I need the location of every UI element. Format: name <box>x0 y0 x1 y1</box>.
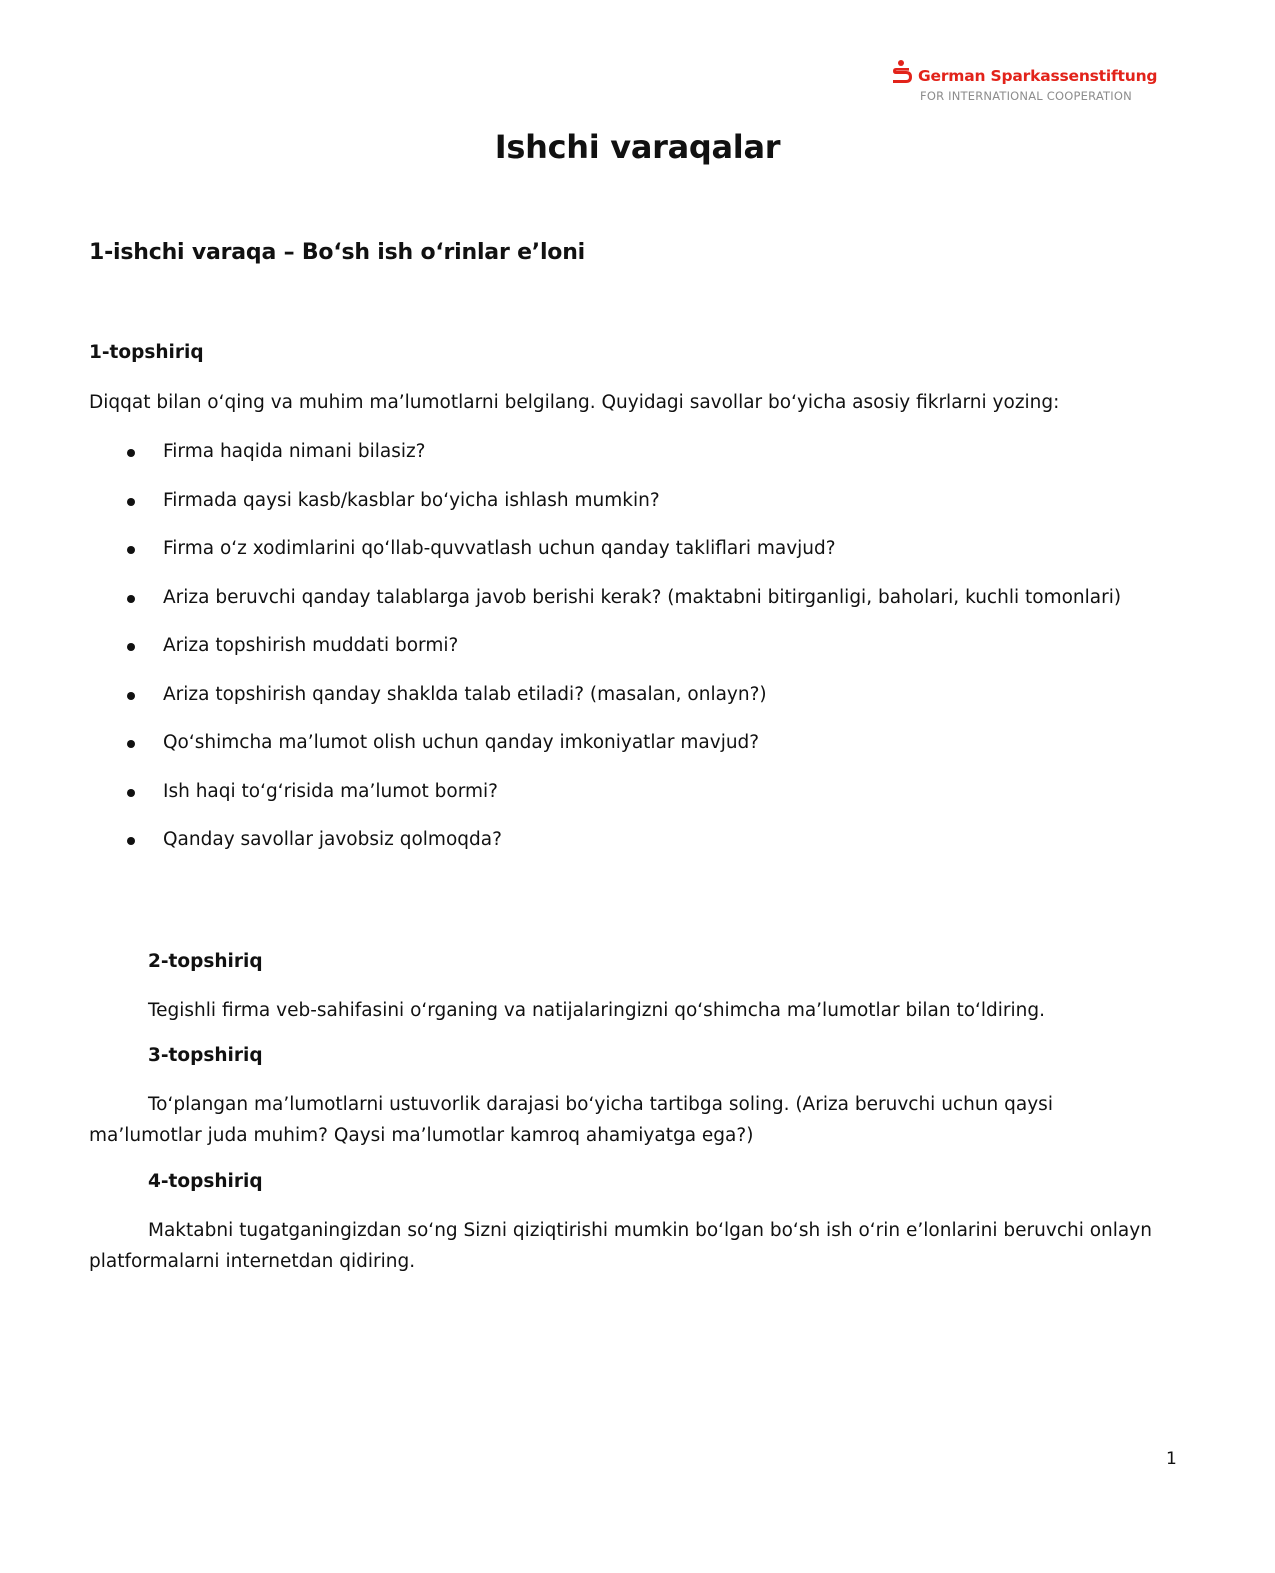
list-item <box>89 679 1149 710</box>
list-item <box>89 485 1149 516</box>
bullet-icon <box>127 837 135 845</box>
bullet-icon <box>127 692 135 700</box>
task4-text: Maktabni tugatganingizdan soʻng Sizni qiziqtirishi mumkin boʻlgan boʻsh ish oʻrin e’lonlarini beruvchi onlayn platformalarni internetdan qidiring. <box>89 1220 1152 1272</box>
list-item <box>89 630 1149 661</box>
task3-heading: 3-topshiriq <box>148 1045 263 1066</box>
bullet-icon <box>127 789 135 797</box>
logo-name: German Sparkassenstiftung <box>918 67 1158 85</box>
task1-intro: Diqqat bilan oʻqing va muhim ma’lumotlarni belgilang. Quyidagi savollar boʻyicha asosiy fikrlarni yozing: <box>89 392 1060 413</box>
task4-heading: 4-topshiriq <box>148 1171 263 1192</box>
question-text: Ariza topshirish qanday shaklda talab etiladi? (masalan, onlayn?) <box>163 683 767 705</box>
task1-heading: 1-topshiriq <box>89 342 204 363</box>
question-text: Ariza beruvchi qanday talablarga javob berishi kerak? (maktabni bitirganligi, baholari, kuchli tomonlari) <box>163 586 1122 608</box>
task2-heading: 2-topshiriq <box>148 951 263 972</box>
page-number: 1 <box>1166 1449 1177 1469</box>
list-item <box>89 582 1149 613</box>
list-item <box>89 824 1149 855</box>
question-text: Ish haqi toʻgʻrisida ma’lumot bormi? <box>163 780 498 802</box>
task1-question-list <box>89 436 1149 873</box>
list-item <box>89 436 1149 467</box>
bullet-icon <box>127 546 135 554</box>
bullet-icon <box>127 595 135 603</box>
question-text: Qoʻshimcha ma’lumot olish uchun qanday imkoniyatlar mavjud? <box>163 732 760 753</box>
list-item <box>89 727 1149 758</box>
list-item <box>89 776 1149 807</box>
document-title: Ishchi varaqalar <box>494 128 781 166</box>
section-title: 1-ishchi varaqa – Boʻsh ish oʻrinlar e’loni <box>89 240 586 265</box>
question-text: Firma oʻz xodimlarini qoʻllab-quvvatlash uchun qanday takliflari mavjud? <box>163 538 836 559</box>
task3-text: Toʻplangan ma’lumotlarni ustuvorlik darajasi boʻyicha tartibga soling. (Ariza beruvchi uchun qaysi ma’lumotlar juda muhim? Qaysi ma’lumotlar kamroq ahamiyatga ega?) <box>89 1094 1053 1146</box>
question-text: Ariza topshirish muddati bormi? <box>163 635 459 656</box>
bullet-icon <box>127 498 135 506</box>
logo-tagline: FOR INTERNATIONAL COOPERATION <box>920 89 1132 103</box>
task2-text: Tegishli firma veb-sahifasini oʻrganing va natijalaringizni qoʻshimcha ma’lumotlar bilan toʻldiring. <box>148 1000 1046 1021</box>
sparkasse-s-icon <box>890 60 912 84</box>
bullet-icon <box>127 740 135 748</box>
bullet-icon <box>127 643 135 651</box>
foundation-logo <box>890 58 1158 106</box>
bullet-icon <box>127 449 135 457</box>
list-item <box>89 533 1149 564</box>
question-text: Firmada qaysi kasb/kasblar boʻyicha ishlash mumkin? <box>163 489 660 511</box>
question-text: Qanday savollar javobsiz qolmoqda? <box>163 829 502 850</box>
question-text: Firma haqida nimani bilasiz? <box>163 441 426 462</box>
